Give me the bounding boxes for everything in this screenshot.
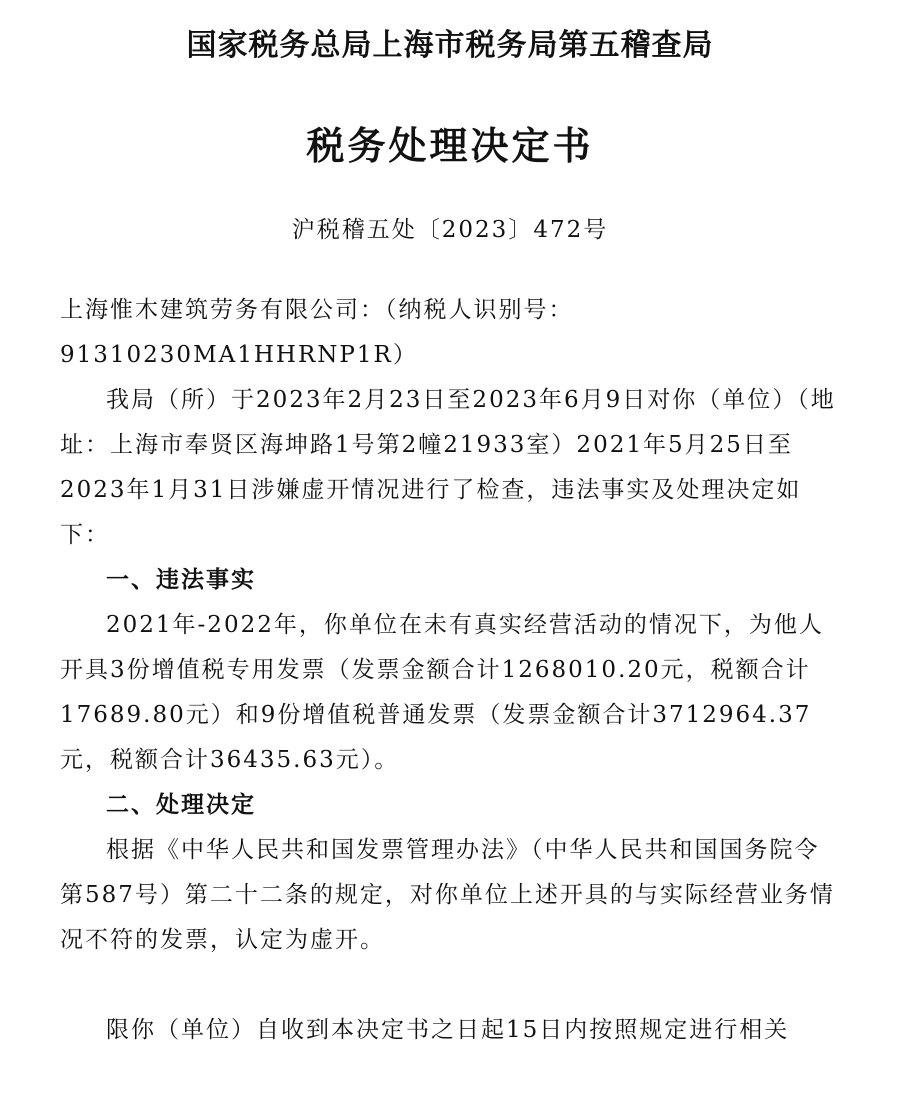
document-title: 税务处理决定书 xyxy=(306,124,594,168)
deadline-paragraph: 限你（单位）自收到本决定书之日起15日内按照规定进行相关 xyxy=(106,1017,790,1043)
document-body xyxy=(60,288,840,1053)
decision-paragraph: 根据《中华人民共和国发票管理办法》（中华人民共和国国务院令第587号）第二十二条的规定，对你单位上述开具的与实际经营业务情况不符的发票，认定为虚开。 xyxy=(60,837,835,953)
intro-paragraph: 我局（所）于2023年2月23日至2023年6月9日对你（单位）（地址：上海市奉贤区海坤路1号第2幢21933室）2021年5月25日至2023年1月31日涉嫌虚开情况进行了检查，违法事实及处理决定如下： xyxy=(60,387,836,548)
violations-paragraph: 2021年-2022年，你单位在未有真实经营活动的情况下，为他人开具3份增值税专用发票（发票金额合计1268010.20元，税额合计17689.80元）和9份增值税普通发票（发票金额合计3712964.37元，税额合计36435.63元）。 xyxy=(60,612,824,773)
section-heading-violations: 一、违法事实 xyxy=(106,567,256,593)
section-heading-decision: 二、处理决定 xyxy=(106,792,256,818)
spacer xyxy=(60,963,840,1008)
recipient-line: 上海惟木建筑劳务有限公司：（纳税人识别号： xyxy=(60,297,574,323)
issuer-heading: 国家税务总局上海市税务局第五稽查局 xyxy=(186,28,714,63)
document-number: 沪税稽五处〔2023〕472号 xyxy=(291,217,609,243)
taxpayer-id-line: 91310230MA1HHRNP1R） xyxy=(60,342,418,368)
